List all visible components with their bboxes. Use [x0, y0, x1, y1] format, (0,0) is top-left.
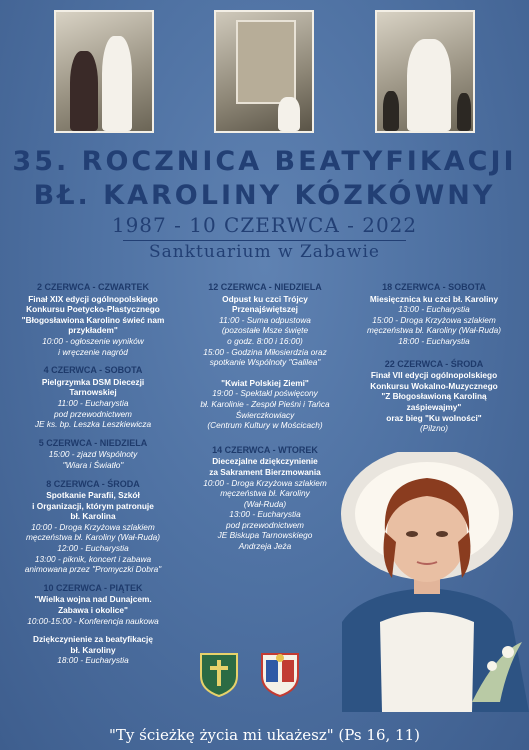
event-block: [7, 583, 179, 626]
event-title-line: "Błogosławiona Karolino świeć nam: [21, 314, 165, 325]
event-title-line: Konkursu Poetycko-Plastycznego: [26, 304, 160, 315]
event-block: [179, 378, 351, 431]
event-detail-line: 10:00 - ogłoszenie wyników: [42, 335, 144, 346]
event-date-heading: 12 CZERWCA - NIEDZIELA: [208, 282, 322, 292]
sanctuary-name: Sanktuarium w Zabawie: [149, 242, 380, 262]
event-detail-line: bł. Karolinie - Zespół Pieśni i Tańca: [200, 398, 330, 409]
event-block: [7, 438, 179, 471]
photo-right: [375, 10, 475, 133]
schedule-column-right: [348, 282, 520, 442]
anniversary-dates: 1987 - 10 CZERWCA - 2022: [111, 213, 418, 237]
karolina-portrait: [322, 452, 529, 712]
footer-quote: "Ty ścieżkę życia mi ukażesz" (Ps 16, 11): [109, 726, 420, 744]
event-detail-line: 10:00 - Droga Krzyżowa szlakiem: [203, 477, 327, 488]
event-date-heading: 5 CZERWCA - NIEDZIELA: [38, 437, 148, 448]
event-title-line: Dziękczynienie za beatyfikację: [33, 634, 153, 645]
event-title-line: "Kwiat Polskiej Ziemi": [221, 377, 309, 388]
event-detail-line: 13:00 - piknik, koncert i zabawa: [34, 553, 152, 564]
diocese-coat-of-arms-icon: [197, 650, 241, 698]
event-detail-line: męczeństwa bł. Karoliny (Wał-Ruda): [366, 325, 502, 336]
event-date-heading: 8 CZERWCA - ŚRODA: [46, 478, 140, 489]
event-title-line: Diecezjalne dziękczynienie: [212, 456, 318, 467]
event-detail-line: (pozostałe Msze święte: [221, 325, 309, 336]
event-block: [7, 365, 179, 430]
event-detail-line: 10:00 - Droga Krzyżowa szlakiem: [31, 521, 155, 532]
event-detail-line: Andrzeja Jeża: [238, 541, 292, 552]
event-block: [7, 282, 179, 357]
event-detail-line: 11:00 - Suma odpustowa: [219, 314, 311, 325]
event-detail-line: 13:00 - Eucharystia: [398, 304, 470, 315]
event-block: [179, 282, 351, 368]
schedule-column-left: [7, 282, 179, 674]
event-title-line: Odpust ku czci Trójcy: [222, 293, 308, 304]
event-title-line: Finał VII edycji ogólnopolskiego: [370, 370, 498, 381]
photo-left: [54, 10, 154, 133]
event-block: [7, 634, 179, 666]
event-title-line: Przenajświętszej: [232, 304, 298, 315]
event-title-line: Tarnowskiej: [69, 387, 117, 398]
photo-center: [214, 10, 314, 133]
event-title-line: zaśpiewajmy": [406, 401, 462, 412]
event-title-line: za Sakrament Bierzmowania: [209, 466, 321, 477]
event-detail-line: 13:00 - Eucharystia: [229, 509, 301, 520]
event-title-line: Pielgrzymka DSM Diecezji: [41, 376, 145, 387]
event-detail-line: 18:00 - Eucharystia: [398, 335, 470, 346]
event-detail-line: 10:00-15:00 - Konferencja naukowa: [27, 615, 159, 626]
event-title-line: Spotkanie Parafii, Szkół: [46, 490, 140, 501]
event-title-line: Miesięcznica ku czci bł. Karoliny: [369, 293, 499, 304]
event-block: [348, 282, 520, 347]
event-detail-line: JE ks. bp. Leszka Leszkiewicza: [34, 419, 152, 430]
event-detail-line: męczeństwa bł. Karoliny: [220, 488, 310, 499]
event-title-line: "Z Błogosławioną Karoliną: [381, 391, 487, 402]
event-title-line: Finał XIX edycji ogólnopolskiego: [28, 293, 158, 304]
event-title-line: oraz bieg "Ku wolności": [386, 412, 482, 423]
event-detail-line: 19:00 - Spektakl poświęcony: [212, 388, 318, 399]
event-detail-line: 12:00 - Eucharystia: [57, 543, 129, 554]
event-date-heading: 10 CZERWCA - PIĄTEK: [43, 582, 143, 593]
divider: [123, 240, 406, 241]
event-detail-line: pod przewodnictwem: [226, 519, 304, 530]
event-detail-line: Świerczkowiacy: [235, 409, 295, 420]
event-detail-line: animowana przez "Promyczki Dobra": [24, 564, 162, 575]
event-title-line: bł. Karolina: [70, 511, 116, 522]
event-date-heading: 2 CZERWCA - CZWARTEK: [37, 282, 149, 292]
sanctuary-logo-icon: [258, 650, 302, 698]
event-date-heading: 22 CZERWCA - ŚRODA: [384, 358, 484, 369]
event-title-line: przykładem": [68, 325, 118, 336]
event-title-line: i Organizacji, którym patronuje: [32, 500, 154, 511]
event-detail-line: JE Biskupa Tarnowskiego: [217, 530, 313, 541]
event-detail-line: spotkanie Wspólnoty "Galilea": [209, 357, 321, 368]
event-detail-line: pod przewodnictwem: [54, 408, 132, 419]
event-date-heading: 18 CZERWCA - SOBOTA: [382, 282, 486, 292]
event-detail-line: 18:00 - Eucharystia: [57, 655, 129, 666]
event-detail-line: 15:00 - zjazd Wspólnoty: [48, 449, 138, 460]
event-detail-line: męczeństwa bł. Karoliny (Wał-Ruda): [25, 532, 161, 543]
event-detail-line: (Pilzno): [419, 423, 449, 434]
event-title-line: Konkursu Wokalno-Muzycznego: [370, 380, 498, 391]
event-detail-line: 15:00 - Droga Krzyżowa szlakiem: [372, 314, 496, 325]
event-date-heading: 4 CZERWCA - SOBOTA: [43, 365, 143, 376]
event-date-heading: 14 CZERWCA - WTOREK: [212, 444, 318, 455]
event-detail-line: 15:00 - Godzina Miłosierdzia oraz: [203, 346, 327, 357]
event-detail-line: o godz. 8:00 i 16:00): [227, 335, 303, 346]
main-title-line1: 35. ROCZNICA BEATYFIKACJI: [12, 146, 517, 177]
main-title-line2: BŁ. KAROLINY KÓZKÓWNY: [33, 180, 496, 211]
event-detail-line: (Wał-Ruda): [243, 498, 287, 509]
event-detail-line: 11:00 - Eucharystia: [57, 397, 129, 408]
event-detail-line: (Centrum Kultury w Mościcach): [207, 420, 323, 431]
portrait-banner: [236, 20, 296, 104]
event-detail-line: "Wiara i Światło": [62, 459, 124, 470]
event-title-line: "Wielka wojna nad Dunajcem.: [34, 594, 152, 605]
event-block: [7, 479, 179, 575]
event-detail-line: i wręczenie nagród: [58, 346, 128, 357]
event-title-line: bł. Karoliny: [70, 644, 116, 655]
event-block: [348, 359, 520, 434]
event-title-line: Zabawa i okolice": [58, 605, 128, 616]
